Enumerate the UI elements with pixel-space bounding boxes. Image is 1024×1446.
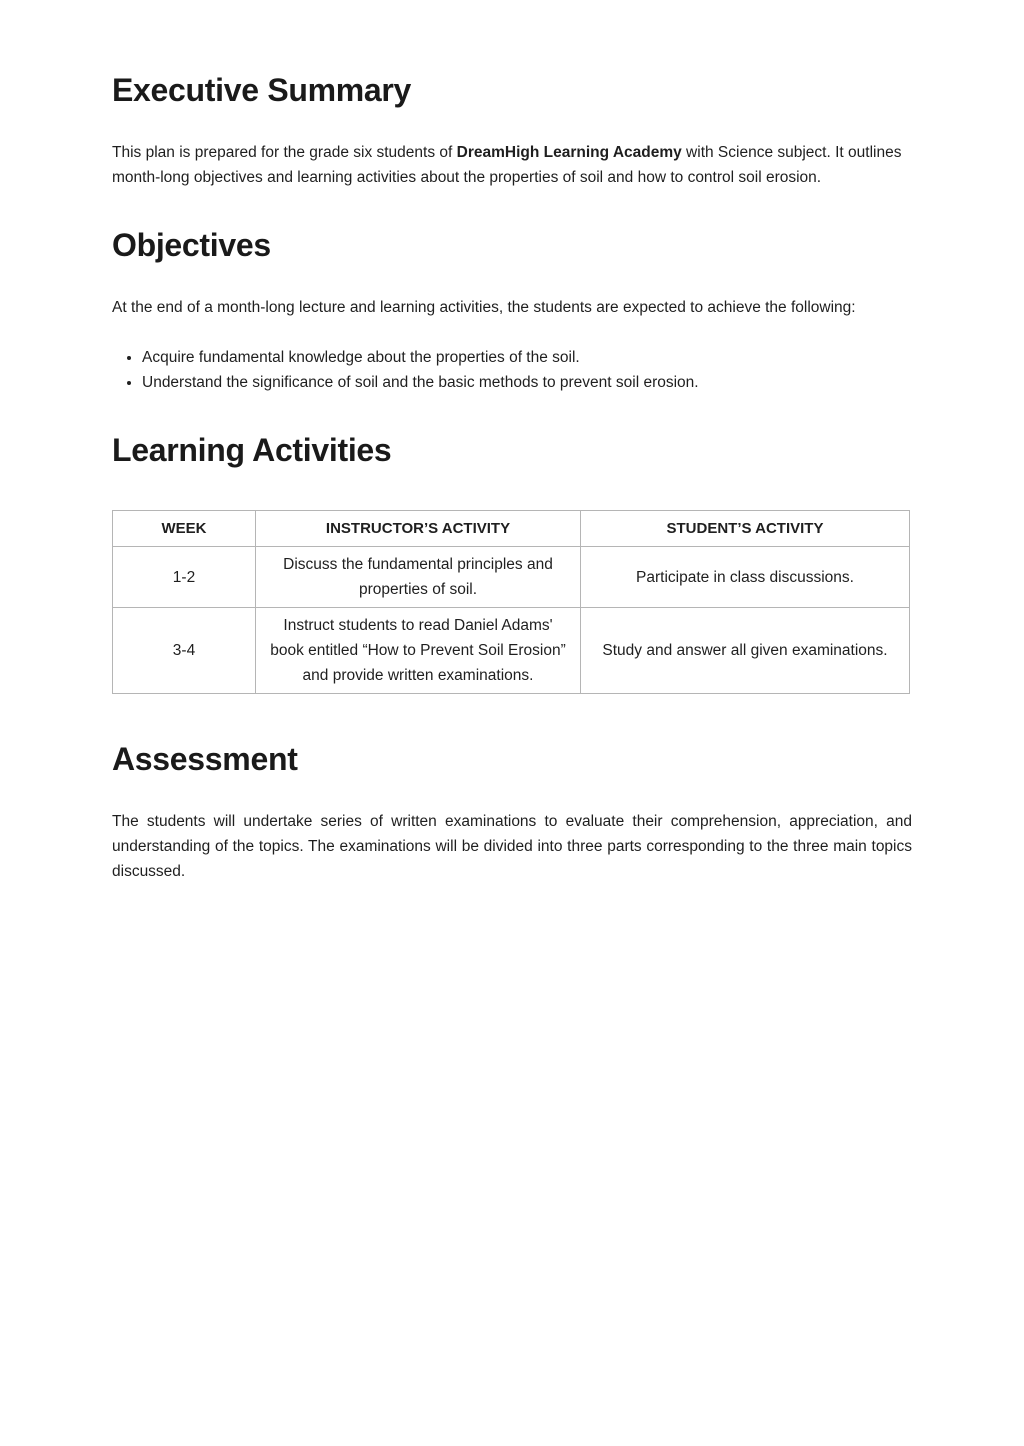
table-row [113, 608, 910, 694]
objectives-intro: At the end of a month-long lecture and learning activities, the students are expected to achieve the following: [112, 299, 856, 316]
cell-student-activity: Study and answer all given examinations. [581, 608, 910, 694]
objectives-list [112, 345, 912, 395]
executive-summary-text [112, 140, 912, 190]
learning-activities-heading: Learning Activities [112, 432, 392, 468]
column-header-student: STUDENT’S ACTIVITY [581, 511, 910, 547]
cell-student-activity: Participate in class discussions. [581, 547, 910, 608]
cell-instructor-activity: Discuss the fundamental principles and properties of soil. [256, 547, 581, 608]
objective-item: • Acquire fundamental knowledge about the properties of the soil. [142, 345, 912, 370]
learning-activities-table [112, 510, 910, 694]
column-header-week: WEEK [113, 511, 256, 547]
school-name: DreamHigh Learning Academy [456, 144, 682, 161]
summary-text-after: with Science subject. It outlines month-long objectives and learning activities about the properties of soil and how to control soil erosion. [112, 144, 902, 186]
objective-item: • Understand the significance of soil and the basic methods to prevent soil erosion. [142, 370, 912, 395]
summary-text-before: This plan is prepared for the grade six students of [112, 144, 457, 161]
cell-week: 1-2 [113, 547, 256, 608]
assessment-heading: Assessment [112, 741, 298, 777]
cell-instructor-activity: Instruct students to read Daniel Adams' book entitled “How to Prevent Soil Erosion” and provide written examinations. [256, 608, 581, 694]
cell-week: 3-4 [113, 608, 256, 694]
column-header-instructor: INSTRUCTOR’S ACTIVITY [256, 511, 581, 547]
table-row [113, 547, 910, 608]
table-header-row [113, 511, 910, 547]
assessment-text: The students will undertake series of written examinations to evaluate their comprehension, appreciation, and understanding of the topics. The examinations will be divided into three parts corresponding to the three main topics discussed. [112, 813, 912, 880]
executive-summary-heading: Executive Summary [112, 72, 412, 108]
objectives-heading: Objectives [112, 227, 271, 263]
